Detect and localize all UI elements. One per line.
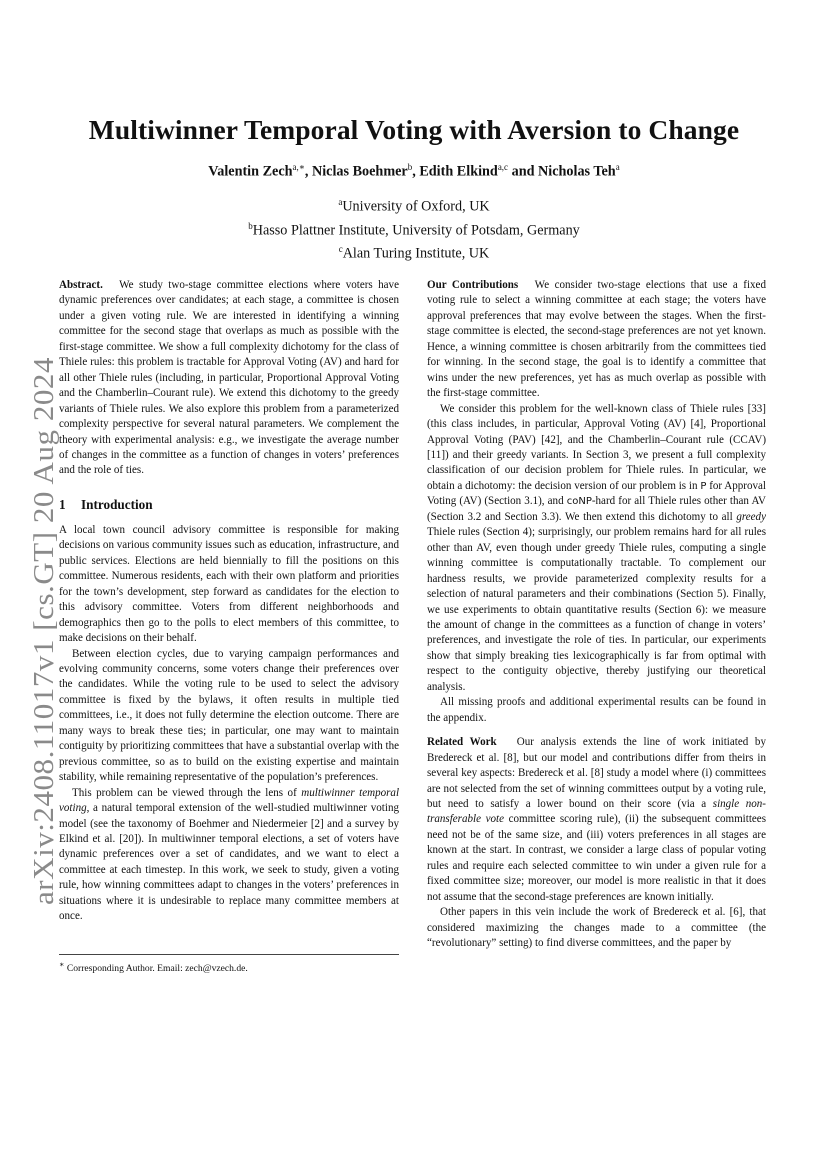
author-affiliation-mark: a,∗: [292, 162, 305, 172]
abstract: [59, 278, 399, 479]
footnote-rule: [59, 954, 399, 955]
emphasis-term: multiwinner temporal voting: [59, 786, 400, 815]
emphasis-term: greedy: [736, 510, 766, 523]
text-run: , a natural temporal extension of the well-studied multiwinner voting model (see the taxonomy of Boehmer and Niedermeier [2] and a survey by Elkind et al. [20]). In multiwinner temporal elections, a set of voters have dynamic preferences over a set of candidates, and we want to elect a committee at each timestep. In this work, we seek to study, given a voting rule, how winning committees adapt to changes in the voters’ preferences in situations where it is undesirable to replace many committee members at once.: [59, 802, 399, 923]
author-name: Valentin Zech: [208, 163, 293, 180]
right-column: [427, 278, 766, 951]
related-work-label: Related Work: [427, 736, 497, 749]
paper-title: Multiwinner Temporal Voting with Aversion to Change: [88, 114, 740, 145]
emphasis-term: single non-transferable vote: [427, 797, 766, 826]
affiliation-list: [0, 193, 828, 264]
author-separator: ,: [412, 163, 420, 180]
text-run: Thiele rules (Section 4); surprisingly, our problem remains hard for all rules other than AV, even though under greedy Thiele rules, computing a single winning committee is computationally tractable. To complement our hardness results, we provide parameterized complexity results for a selection of natural parameters and their combinations (Section 5). Finally, we use experiments to obtain quantitative results (Section 6): we measure the amount of change in the committees as a function of change in voters’ preferences, and investigate the role of ties. In particular, our experiments show that simply breaking ties lexicographically is far from optimal with respect to the contiguity objective, thereby justifying our theoretical analysis.: [427, 526, 766, 693]
author-name: Edith Elkind: [419, 163, 498, 180]
author-name: Nicholas Teh: [538, 163, 616, 180]
affiliation-mark: a: [338, 197, 343, 207]
affiliation-text: Hasso Plattner Institute, University of Potsdam, Germany: [252, 222, 580, 239]
text-run: We consider two-stage elections that use a fixed voting rule to select a winning committee at each stage; the voters have approval preferences that may evolve between the stages. When the first-stage committee is elected, the second-stage preferences are not yet known. Hence, a winning committee is chosen arbitrarily from the committees tied for winning. In the second stage, the goal is to identify a committee that wins under the new preferences, yet has as much overlap as possible with the first-stage committee.: [427, 279, 766, 400]
intro-paragraph: Between election cycles, due to varying campaign performances and evolving community concerns, some voters change their preferences over the candidates. While the voting rule to be used to select the advisory committee is fixed by the bylaws, it often results in multiple tied committees, i.e., it does not fully determine the election outcome. There are many ways to break these ties; in particular, one may want to maintain contiguity by prioritizing committees that have a substantial overlap with the previous committee, so as to build on the existing expertise and maintain stability, while remaining representative of the population’s preferences.: [59, 647, 399, 784]
affiliation-mark: c: [338, 244, 343, 255]
affiliation-mark: b: [248, 220, 253, 231]
footnote-mark: ∗: [59, 960, 65, 969]
related-work-paragraph: Other papers in this vein include the work of Bredereck et al. [6], that considered maximizing the changes made to a committee (the “revolutionary” setting) to find diverse committees, and the paper by: [427, 906, 766, 950]
affiliation: [0, 217, 828, 241]
author-separator: ,: [304, 163, 312, 180]
contributions-paragraph: All missing proofs and additional experimental results can be found in the appendix.: [427, 696, 766, 724]
affiliation-text: University of Oxford, UK: [342, 198, 490, 215]
footnote: [59, 959, 399, 975]
text-run: We consider this problem for the well-known class of Thiele rules [33] (this class includes, in particular, Approval Voting (AV) [4], Proportional Approval Voting (PAV) [42], and the Chamberlin–Courant rule (CCAV) [11]) and their greedy variants. In Section 3, we present a full complexity classification of our decision problem for Thiele rules. In particular, we obtain a dichotomy: the decision version of our problem is in: [427, 402, 766, 492]
complexity-class-conp: coNP: [566, 496, 592, 508]
affiliation: [0, 193, 828, 217]
author-affiliation-mark: a,c: [497, 162, 509, 172]
text-run: This problem can be viewed through the lens of: [72, 786, 302, 799]
contributions-paragraph: [427, 278, 766, 402]
intro-paragraph: [59, 786, 399, 925]
section-title: Introduction: [81, 496, 153, 512]
section-number: 1: [59, 496, 66, 512]
intro-paragraph: A local town council advisory committee is responsible for making decisions on various community issues such as education, infrastructure, and public services. Elections are held biennially to fill the positions on this committee. Numerous residents, each with their own platform and priorities for the town’s development, step forward as candidates for the election to this advisory committee. Voters from different neighborhoods and demographics then go to the polls to elect members of this committee, to make decisions on their behalf.: [59, 523, 399, 645]
text-run: committee scoring rule), (ii) the subsequent committees need not be of the same size, and (iii) voters preferences in all stages are known at the start. In contrast, we consider a large class of popular voting rules and require each selected committee to win under a given rule for a fixed committee size; moreover, our model is more realistic in that it does not assume that the second-stage preferences are known initially.: [427, 813, 766, 903]
author-affiliation-mark: a: [615, 162, 620, 172]
arxiv-identifier-stamp: [20, 355, 60, 905]
text-run: -hard for all Thiele rules other than AV (Section 3.2 and Section 3.3). We then extend this dichotomy to all: [427, 495, 766, 523]
abstract-text: We study two-stage committee elections where voters have dynamic preferences over candidates; at each stage, a committee is chosen under a given voting rule. We are interested in identifying a winning committee for the second stage that overlaps as much as possible with the first-stage committee. We show a full complexity dichotomy for the class of Thiele rules: this problem is tractable for Approval Voting (AV) and hard for all other Thiele rules (including, in particular, Proportional Approval Voting and the Chamberlin–Courant rule). We extend this dichotomy to the greedy variants of Thiele rules. We also explore this problem from a parameterized complexity perspective for several natural parameters. We complement the theory with experimental analysis: e.g., we investigate the average number of changes in the committee as a function of changes in voters’ preferences and the role of ties.: [59, 279, 399, 477]
complexity-class-p: P: [700, 480, 707, 492]
text-run: for Approval Voting (AV) (Section 3.1), and: [427, 479, 766, 508]
section-heading-introduction: [59, 497, 399, 513]
author-list: [0, 162, 828, 181]
text-run: Our analysis extends the line of work initiated by Bredereck et al. [8], but our model and contributions differ from theirs in several key aspects: Bredereck et al. [8] study a model where (i) committees are not selected from the set of winning committees output by a voting rule, but need to satisfy a lower bound on their score (via a: [427, 736, 766, 810]
footnote-text: Corresponding Author. Email: zech@vzech.de.: [66, 963, 248, 975]
author-separator: and: [508, 163, 539, 180]
affiliation: [0, 240, 828, 264]
contributions-label: Our Contributions: [427, 279, 519, 291]
author-name: Niclas Boehmer: [311, 163, 408, 180]
left-column: [59, 278, 399, 925]
author-affiliation-mark: b: [407, 162, 413, 172]
contributions-paragraph: [427, 402, 766, 696]
arxiv-identifier-text: arXiv:2408.11017v1 [cs.GT] 20 Aug 2024: [28, 392, 60, 905]
related-work-paragraph: [427, 735, 766, 905]
affiliation-text: Alan Turing Institute, UK: [342, 246, 490, 263]
abstract-label: Abstract.: [59, 279, 103, 291]
